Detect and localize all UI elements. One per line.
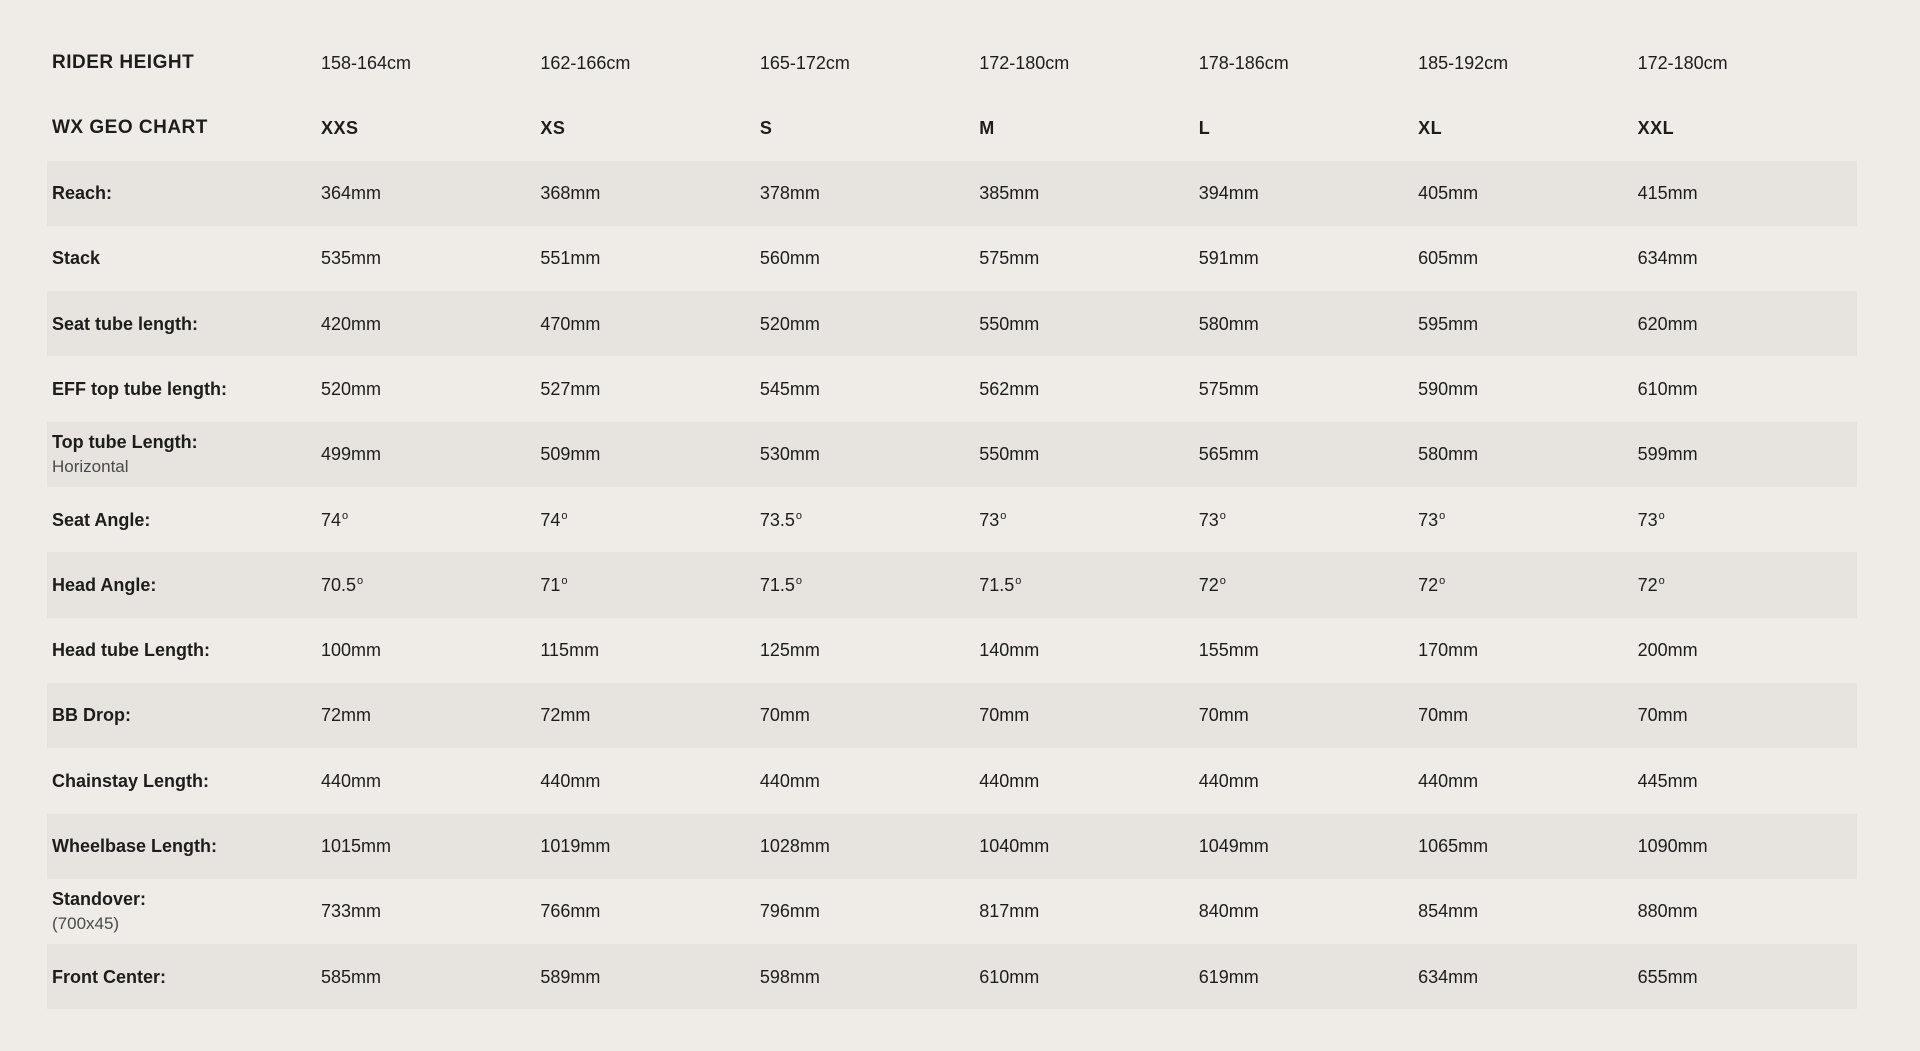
row-value-text: 562mm <box>979 378 1040 399</box>
row-value-text: 470mm <box>540 313 601 334</box>
row-value-text: 415mm <box>1637 183 1698 204</box>
row-value <box>1418 573 1637 597</box>
rider-height-label: RIDER HEIGHT <box>52 51 195 73</box>
size-header-row <box>47 95 1857 160</box>
row-value-text: 100mm <box>320 640 381 661</box>
row-value-text: 575mm <box>1198 378 1259 399</box>
size-label: XL <box>1418 117 1443 138</box>
row-value-text: 115mm <box>540 640 600 661</box>
row-value <box>1638 573 1857 597</box>
size-label: M <box>979 117 995 138</box>
row-value <box>1199 508 1418 532</box>
row-value <box>979 246 1198 270</box>
row-value-text: 440mm <box>1198 770 1259 791</box>
degree-symbol: o <box>1000 509 1007 522</box>
row-value <box>979 377 1198 401</box>
row-value <box>979 312 1198 336</box>
row-value <box>1638 834 1857 858</box>
row-value-text: 527mm <box>540 378 601 399</box>
row-value <box>1199 442 1418 466</box>
row-label-text: Wheelbase Length: <box>52 836 218 857</box>
size-label: XXL <box>1637 117 1675 138</box>
rider-height-value: 165-172cm <box>759 52 850 73</box>
rider-height-value: 178-186cm <box>1198 52 1289 73</box>
row-value-text: 440mm <box>320 770 381 791</box>
degree-symbol: o <box>561 509 568 522</box>
table-row <box>47 683 1857 748</box>
degree-symbol: o <box>795 509 802 522</box>
degree-symbol: o <box>1658 574 1665 587</box>
row-value <box>760 834 979 858</box>
row-value <box>760 442 979 466</box>
row-value <box>1418 508 1637 532</box>
size-label: S <box>759 117 773 138</box>
degree-symbol: o <box>356 574 364 587</box>
row-value <box>979 181 1198 205</box>
row-value <box>760 377 979 401</box>
rider-height-value: 172-180cm <box>1637 52 1728 73</box>
row-value-text: 854mm <box>1418 901 1479 922</box>
row-value-text: 74 <box>540 509 561 530</box>
row-label <box>47 430 321 479</box>
geo-chart-title: WX GEO CHART <box>52 117 208 139</box>
row-value <box>979 769 1198 793</box>
row-value-text: 840mm <box>1198 901 1259 922</box>
row-value-text: 550mm <box>979 444 1040 465</box>
row-value-text: 72mm <box>320 705 371 726</box>
row-value-text: 445mm <box>1637 770 1698 791</box>
row-value <box>321 899 540 923</box>
row-value-text: 634mm <box>1637 248 1698 269</box>
row-value <box>1199 834 1418 858</box>
row-value <box>979 638 1198 662</box>
row-value-text: 72 <box>1418 574 1439 595</box>
row-value <box>1199 703 1418 727</box>
row-value-text: 1040mm <box>979 836 1050 857</box>
table-row <box>47 487 1857 552</box>
row-value <box>1418 312 1637 336</box>
row-value <box>1418 703 1637 727</box>
row-value-text: 610mm <box>1637 378 1698 399</box>
row-label <box>47 246 321 270</box>
row-value <box>760 181 979 205</box>
row-sublabel: (700x45) <box>52 914 120 934</box>
row-value <box>1418 181 1637 205</box>
row-value <box>1418 899 1637 923</box>
row-value <box>540 899 759 923</box>
row-label <box>47 834 321 858</box>
row-value <box>540 965 759 989</box>
row-value-text: 535mm <box>320 248 381 269</box>
row-value <box>1638 769 1857 793</box>
row-value-text: 72 <box>1198 574 1219 595</box>
row-value-text: 560mm <box>759 248 820 269</box>
degree-symbol: o <box>1439 574 1446 587</box>
row-value-text: 71.5 <box>979 574 1015 595</box>
row-value <box>540 246 759 270</box>
row-value <box>540 442 759 466</box>
row-value-text: 550mm <box>979 313 1040 334</box>
row-value <box>321 769 540 793</box>
row-label <box>47 181 321 205</box>
row-value <box>1418 638 1637 662</box>
row-value <box>1638 442 1857 466</box>
row-value <box>1418 834 1637 858</box>
row-value-text: 634mm <box>1418 966 1479 987</box>
row-value <box>321 573 540 597</box>
row-value <box>760 246 979 270</box>
row-label-text: Front Center: <box>52 966 166 987</box>
table-row <box>47 356 1857 421</box>
row-value-text: 368mm <box>540 183 601 204</box>
row-value <box>321 312 540 336</box>
row-value <box>1418 965 1637 989</box>
row-value-text: 378mm <box>759 183 820 204</box>
row-label-text: EFF top tube length: <box>52 378 227 399</box>
row-label-text: Stack <box>52 248 101 269</box>
row-label <box>47 887 321 936</box>
row-value <box>1418 246 1637 270</box>
row-label-text: Top tube Length: <box>52 431 198 452</box>
row-value <box>1638 703 1857 727</box>
geometry-table <box>47 30 1857 1009</box>
row-value <box>979 965 1198 989</box>
row-value <box>979 573 1198 597</box>
row-value <box>321 246 540 270</box>
row-value-text: 598mm <box>759 966 820 987</box>
row-value-text: 74 <box>320 509 341 530</box>
row-value <box>1638 508 1857 532</box>
row-value <box>760 573 979 597</box>
row-value-text: 1090mm <box>1637 836 1708 857</box>
row-value-text: 420mm <box>320 313 381 334</box>
row-value <box>540 312 759 336</box>
row-value <box>1638 899 1857 923</box>
row-value-text: 509mm <box>540 444 601 465</box>
row-value-text: 364mm <box>320 183 381 204</box>
row-value-text: 580mm <box>1198 313 1259 334</box>
row-value-text: 545mm <box>759 378 820 399</box>
row-value-text: 610mm <box>979 966 1040 987</box>
rider-height-value: 172-180cm <box>979 52 1070 73</box>
row-value <box>1638 181 1857 205</box>
row-value <box>321 965 540 989</box>
row-value <box>979 703 1198 727</box>
row-value <box>1199 638 1418 662</box>
row-value <box>540 703 759 727</box>
table-row <box>47 879 1857 944</box>
degree-symbol: o <box>1658 509 1665 522</box>
row-value <box>321 181 540 205</box>
row-value-text: 385mm <box>979 183 1040 204</box>
row-value-text: 620mm <box>1637 313 1698 334</box>
table-row <box>47 748 1857 813</box>
row-value-text: 125mm <box>759 640 820 661</box>
row-value <box>540 769 759 793</box>
row-value <box>1199 312 1418 336</box>
row-value-text: 440mm <box>540 770 601 791</box>
row-value <box>1418 442 1637 466</box>
table-row <box>47 226 1857 291</box>
row-value-text: 817mm <box>979 901 1040 922</box>
row-value-text: 200mm <box>1637 640 1698 661</box>
row-value-text: 580mm <box>1418 444 1479 465</box>
row-value-text: 499mm <box>320 444 381 465</box>
row-label <box>47 573 321 597</box>
row-value-text: 880mm <box>1637 901 1698 922</box>
row-value-text: 590mm <box>1418 378 1479 399</box>
row-value <box>540 573 759 597</box>
row-value <box>1199 899 1418 923</box>
row-value <box>1418 377 1637 401</box>
row-value <box>979 442 1198 466</box>
table-row <box>47 814 1857 879</box>
row-value-text: 440mm <box>1418 770 1479 791</box>
row-value <box>1638 246 1857 270</box>
row-value-text: 71.5 <box>759 574 795 595</box>
row-value-text: 655mm <box>1637 966 1698 987</box>
row-value-text: 599mm <box>1637 444 1698 465</box>
row-value-text: 1019mm <box>540 836 611 857</box>
row-value-text: 733mm <box>320 901 381 922</box>
row-value <box>1638 965 1857 989</box>
row-value <box>1638 377 1857 401</box>
row-value <box>1199 181 1418 205</box>
row-label-text: Chainstay Length: <box>52 770 210 791</box>
row-value-text: 71 <box>540 574 561 595</box>
row-value-text: 440mm <box>979 770 1040 791</box>
row-value-text: 520mm <box>320 378 381 399</box>
row-value <box>760 965 979 989</box>
row-value-text: 70mm <box>979 705 1030 726</box>
degree-symbol: o <box>1219 509 1226 522</box>
size-label: XS <box>540 117 566 138</box>
row-value-text: 394mm <box>1198 183 1259 204</box>
row-value <box>760 703 979 727</box>
row-value <box>321 703 540 727</box>
row-label-text: BB Drop: <box>52 705 131 726</box>
row-value <box>760 899 979 923</box>
row-value-text: 589mm <box>540 966 601 987</box>
row-value <box>1418 769 1637 793</box>
row-value <box>321 834 540 858</box>
rider-height-row <box>47 30 1857 95</box>
row-value <box>760 508 979 532</box>
row-value-text: 70.5 <box>320 574 356 595</box>
row-value-text: 530mm <box>759 444 820 465</box>
row-value-text: 591mm <box>1198 248 1259 269</box>
degree-symbol: o <box>795 574 802 587</box>
row-value-text: 73 <box>1198 509 1219 530</box>
row-value <box>1638 312 1857 336</box>
row-value-text: 73.5 <box>759 509 795 530</box>
degree-symbol: o <box>561 574 568 587</box>
row-value-text: 73 <box>1637 509 1658 530</box>
row-value <box>1199 246 1418 270</box>
row-value-text: 1049mm <box>1198 836 1269 857</box>
row-value-text: 520mm <box>759 313 820 334</box>
degree-symbol: o <box>1219 574 1226 587</box>
row-value-text: 170mm <box>1418 640 1479 661</box>
size-label: L <box>1198 117 1211 138</box>
row-value-text: 605mm <box>1418 248 1479 269</box>
row-label-text: Reach: <box>52 183 113 204</box>
row-label-text: Head Angle: <box>52 574 157 595</box>
rider-height-value: 162-166cm <box>540 52 631 73</box>
row-label <box>47 508 321 532</box>
row-value-text: 766mm <box>540 901 601 922</box>
row-sublabel: Horizontal <box>52 457 129 477</box>
row-value <box>1199 573 1418 597</box>
degree-symbol: o <box>341 509 349 522</box>
row-value-text: 70mm <box>1418 705 1469 726</box>
row-value-text: 440mm <box>759 770 820 791</box>
row-value-text: 585mm <box>320 966 381 987</box>
row-value-text: 595mm <box>1418 313 1479 334</box>
table-row <box>47 944 1857 1009</box>
row-value-text: 73 <box>979 509 1000 530</box>
row-label-text: Head tube Length: <box>52 640 210 661</box>
row-value-text: 72mm <box>540 705 591 726</box>
row-value-text: 565mm <box>1198 444 1259 465</box>
row-value <box>979 834 1198 858</box>
row-value <box>760 769 979 793</box>
row-value-text: 1015mm <box>320 836 391 857</box>
row-value <box>540 377 759 401</box>
row-value-text: 1028mm <box>759 836 830 857</box>
row-value-text: 796mm <box>759 901 820 922</box>
table-row <box>47 422 1857 487</box>
row-value-text: 575mm <box>979 248 1040 269</box>
row-value <box>1638 638 1857 662</box>
table-row <box>47 552 1857 617</box>
row-value <box>540 638 759 662</box>
row-value <box>540 834 759 858</box>
row-value <box>1199 769 1418 793</box>
row-value <box>321 442 540 466</box>
degree-symbol: o <box>1015 574 1022 587</box>
degree-symbol: o <box>1439 509 1446 522</box>
row-label-text: Seat tube length: <box>52 313 199 334</box>
row-value-text: 551mm <box>540 248 601 269</box>
row-value <box>760 638 979 662</box>
row-value <box>321 638 540 662</box>
row-value <box>540 181 759 205</box>
row-value-text: 70mm <box>1198 705 1249 726</box>
row-value-text: 405mm <box>1418 183 1479 204</box>
table-row <box>47 291 1857 356</box>
row-value-text: 1065mm <box>1418 836 1489 857</box>
row-label-text: Seat Angle: <box>52 509 151 530</box>
row-label <box>47 769 321 793</box>
table-row <box>47 618 1857 683</box>
row-value-text: 70mm <box>759 705 810 726</box>
row-label <box>47 312 321 336</box>
row-value <box>321 377 540 401</box>
geometry-rows <box>47 161 1857 1010</box>
row-value-text: 70mm <box>1637 705 1688 726</box>
row-value <box>1199 377 1418 401</box>
rider-height-value: 158-164cm <box>320 52 411 73</box>
row-label-text: Standover: <box>52 888 147 909</box>
row-value <box>1199 965 1418 989</box>
row-value <box>540 508 759 532</box>
row-label <box>47 638 321 662</box>
row-label <box>47 965 321 989</box>
row-label <box>47 703 321 727</box>
row-value-text: 619mm <box>1198 966 1259 987</box>
row-value-text: 155mm <box>1198 640 1259 661</box>
rider-height-value: 185-192cm <box>1418 52 1509 73</box>
row-value-text: 140mm <box>979 640 1040 661</box>
row-value-text: 73 <box>1418 509 1439 530</box>
row-value <box>979 508 1198 532</box>
row-value-text: 72 <box>1637 574 1658 595</box>
table-row <box>47 161 1857 226</box>
row-value <box>979 899 1198 923</box>
row-label <box>47 377 321 401</box>
size-label: XXS <box>320 117 359 138</box>
row-value <box>760 312 979 336</box>
row-value <box>321 508 540 532</box>
